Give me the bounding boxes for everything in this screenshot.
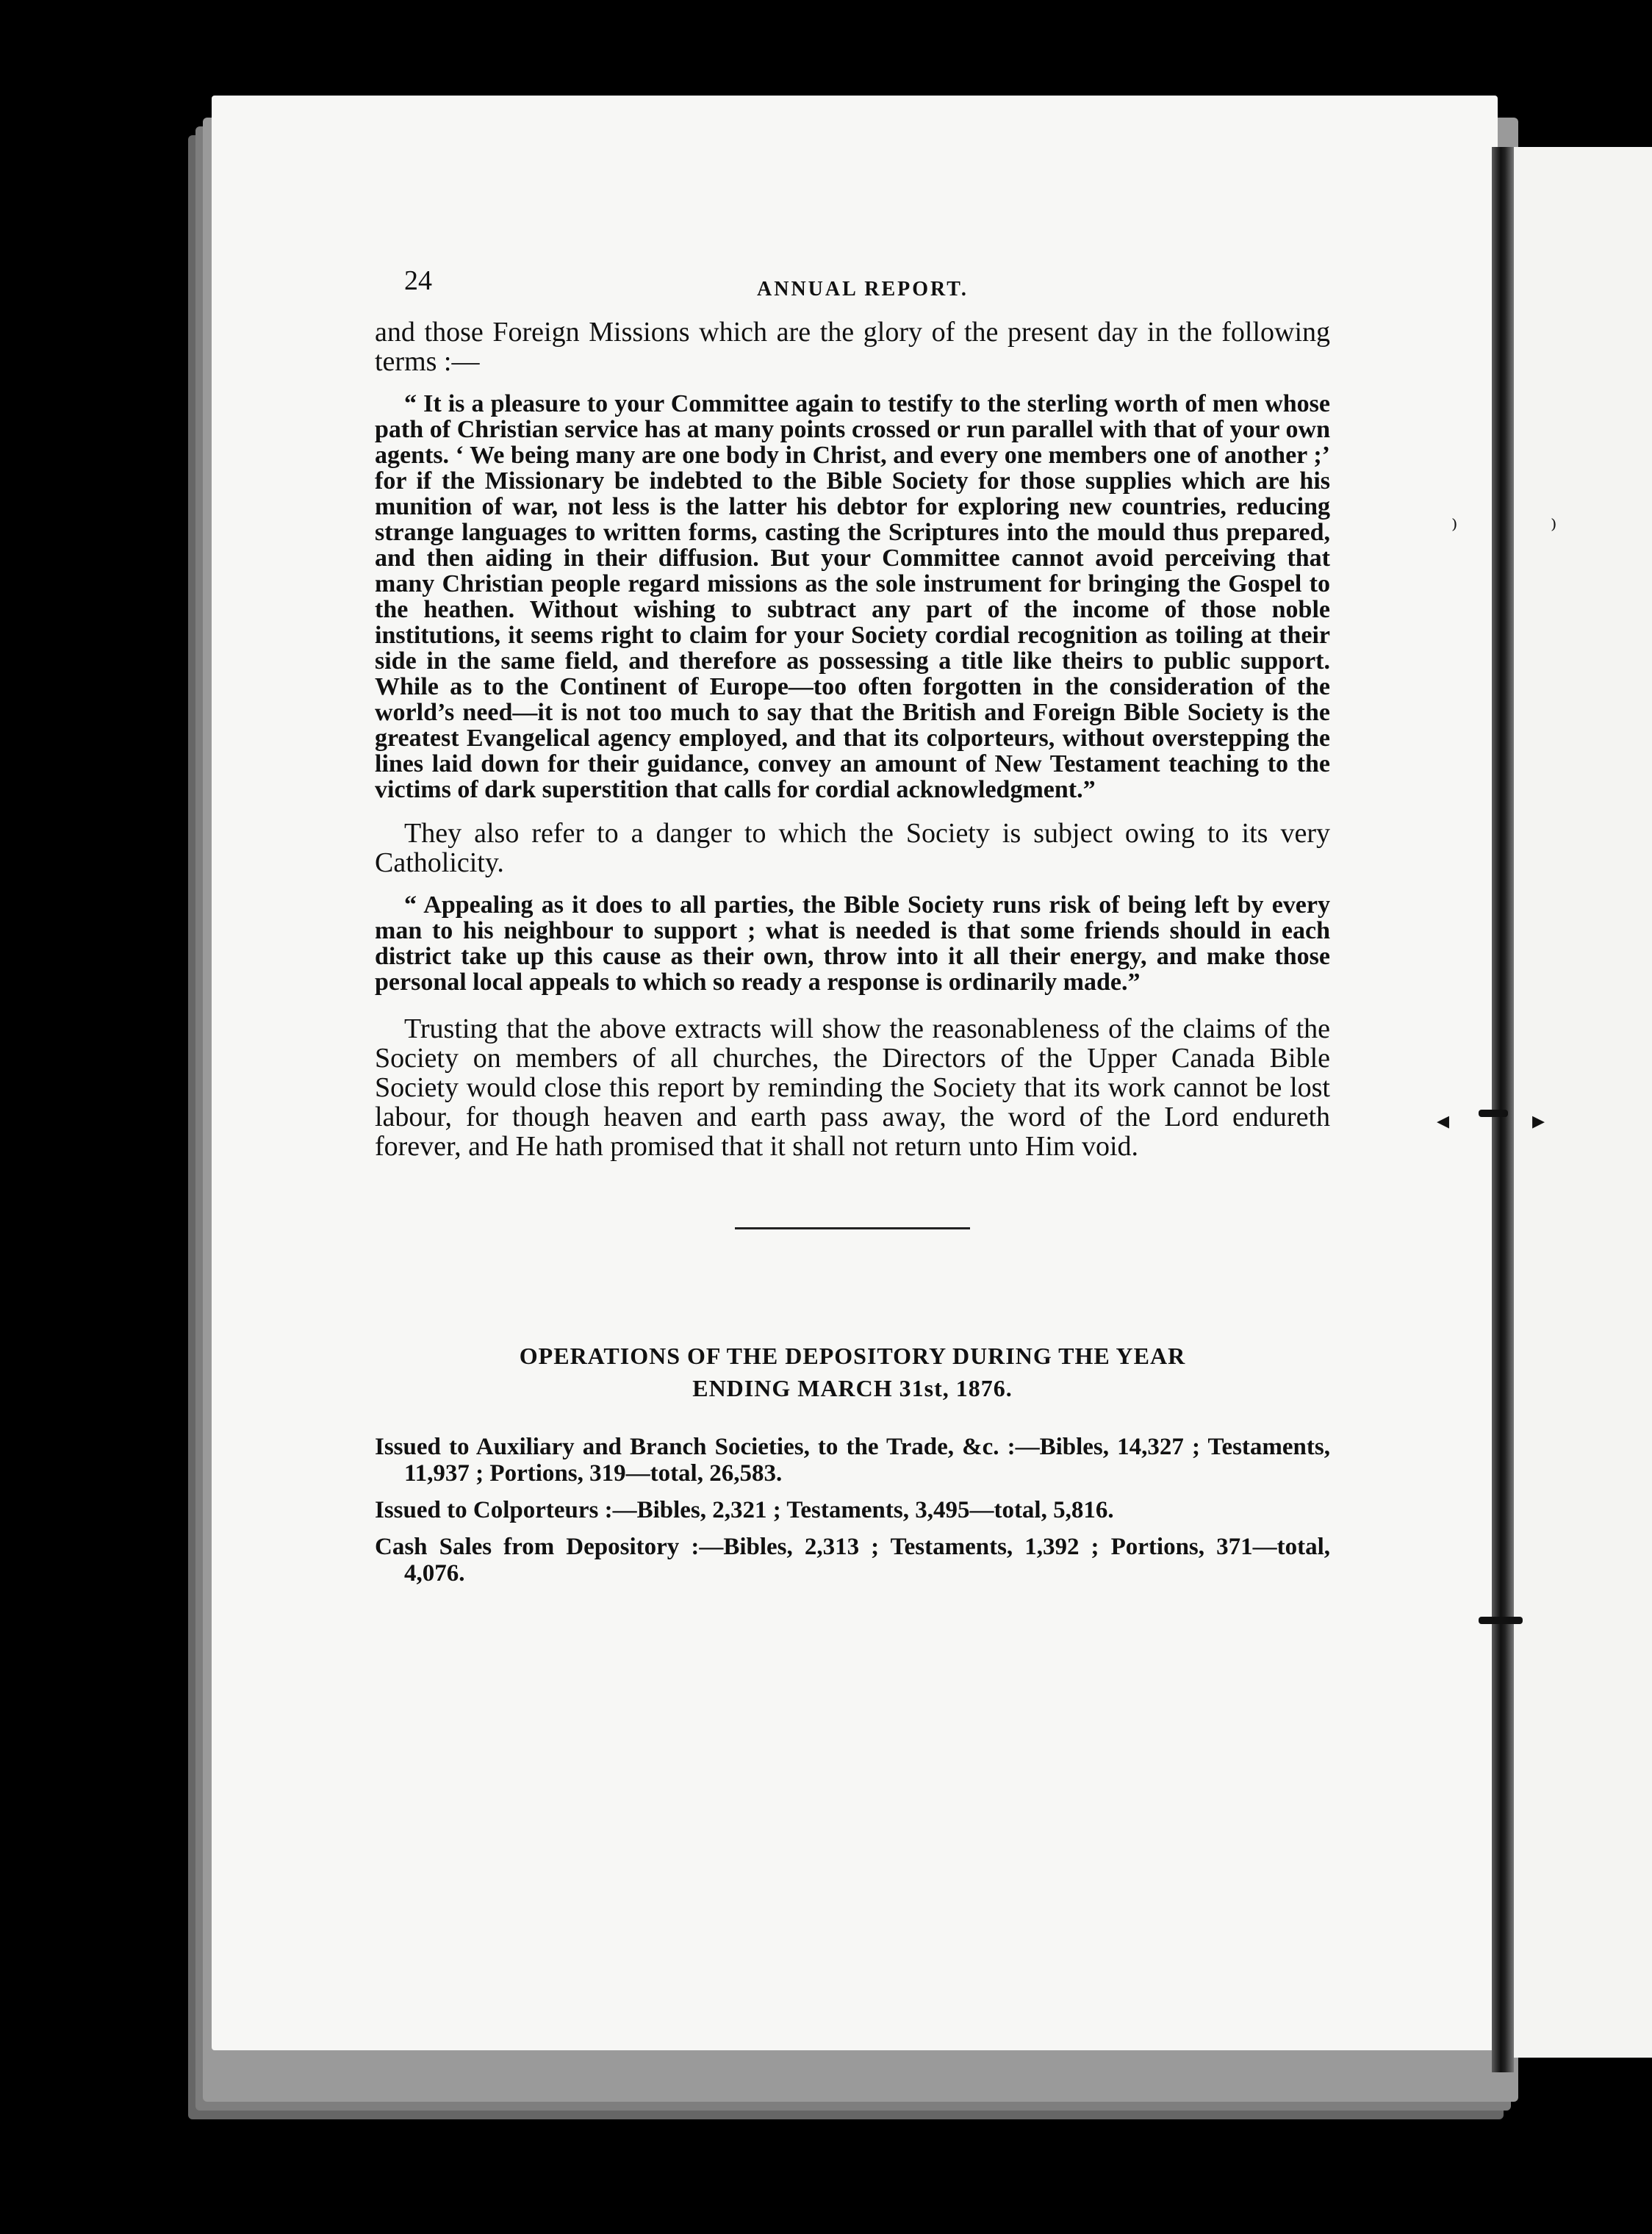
binding-mark-glyph: ◂ bbox=[1437, 1107, 1450, 1135]
facing-page bbox=[1512, 147, 1652, 2058]
list-item: Issued to Colporteurs :—Bibles, 2,321 ; Testaments, 3,495—total, 5,816. bbox=[375, 1497, 1114, 1523]
binding-mark-glyph: ▸ bbox=[1532, 1107, 1545, 1135]
running-head bbox=[375, 265, 1330, 309]
running-title: ANNUAL REPORT. bbox=[757, 278, 969, 301]
intro-paragraph: and those Foreign Missions which are the glory of the present day in the following terms :— bbox=[375, 317, 1330, 377]
binding-mark-glyph: ⁾ bbox=[1551, 516, 1557, 543]
section-divider bbox=[735, 1227, 970, 1229]
binding-thread-mark bbox=[1479, 1110, 1508, 1117]
binding-thread-mark bbox=[1479, 1617, 1523, 1624]
section-heading-line-1: OPERATIONS OF THE DEPOSITORY DURING THE YEAR bbox=[519, 1343, 1186, 1369]
list-item: Cash Sales from Depository :—Bibles, 2,313 ; Testaments, 1,392 ; Portions, 371—total, 4,076. bbox=[375, 1534, 1330, 1587]
section-heading-line-2: ENDING MARCH 31st, 1876. bbox=[692, 1375, 1013, 1401]
appealing-quotation: “ Appealing as it does to all parties, the Bible Society runs risk of being left by every man to his neighbour to support ; what is needed is that some friends should in each district take up this cause as their own, throw into it all their energy, and make those personal local appeals to which so ready a response is ordinarily made.” bbox=[375, 891, 1330, 996]
page-content bbox=[375, 265, 1330, 1587]
closing-paragraph: Trusting that the above extracts will show the reasonableness of the claims of the Society on members of all churches, the Directors of the Upper Canada Bible Society would close this report by reminding the Society that its work cannot be lost labour, for though heaven and earth pass away, the word of the Lord endureth forever, and He hath promised that it shall not return unto Him void. bbox=[375, 1013, 1330, 1162]
danger-paragraph: They also refer to a danger to which the Society is subject owing to its very Catholicity. bbox=[375, 818, 1330, 878]
binding-mark-glyph: ⁾ bbox=[1451, 516, 1458, 543]
page-number: 24 bbox=[404, 265, 432, 296]
list-item: Issued to Auxiliary and Branch Societies, to the Trade, &c. :—Bibles, 14,327 ; Testaments, 11,937 ; Portions, 319—total, 26,583. bbox=[375, 1434, 1330, 1487]
section-heading bbox=[375, 1340, 1330, 1404]
committee-quotation: “ It is a pleasure to your Committee again to testify to the sterling worth of men whose path of Christian service has at many points crossed or run parallel with that of your own agents. ‘ We being many are one body in Christ, and every one members one of another ;’ for if the Missionary be indebted to the Bible Society for those supplies which are his munition of war, not less is the latter his debtor for exploring new countries, reducing strange languages to written forms, casting the Scriptures into the mould thus prepared, and then aiding in their diffusion. But your Committee cannot avoid perceiving that many Christian people regard missions as the sole instrument for bringing the Gospel to the heathen. Without wishing to subtract any part of the income of those noble institutions, it seems right to claim for your Society cordial recognition as toiling at their side in the same field, and therefore as possessing a title like theirs to public support. While as to the Continent of Europe—too often forgotten in the consideration of the world’s need—it is not too much to say that the British and Foreign Bible Society is the greatest Evangelical agency employed, and that its colporteurs, without overstepping the lines laid down for their guidance, convey an amount of New Testament teaching to the victims of dark superstition that calls for cordial acknowledgment.” bbox=[375, 390, 1330, 803]
